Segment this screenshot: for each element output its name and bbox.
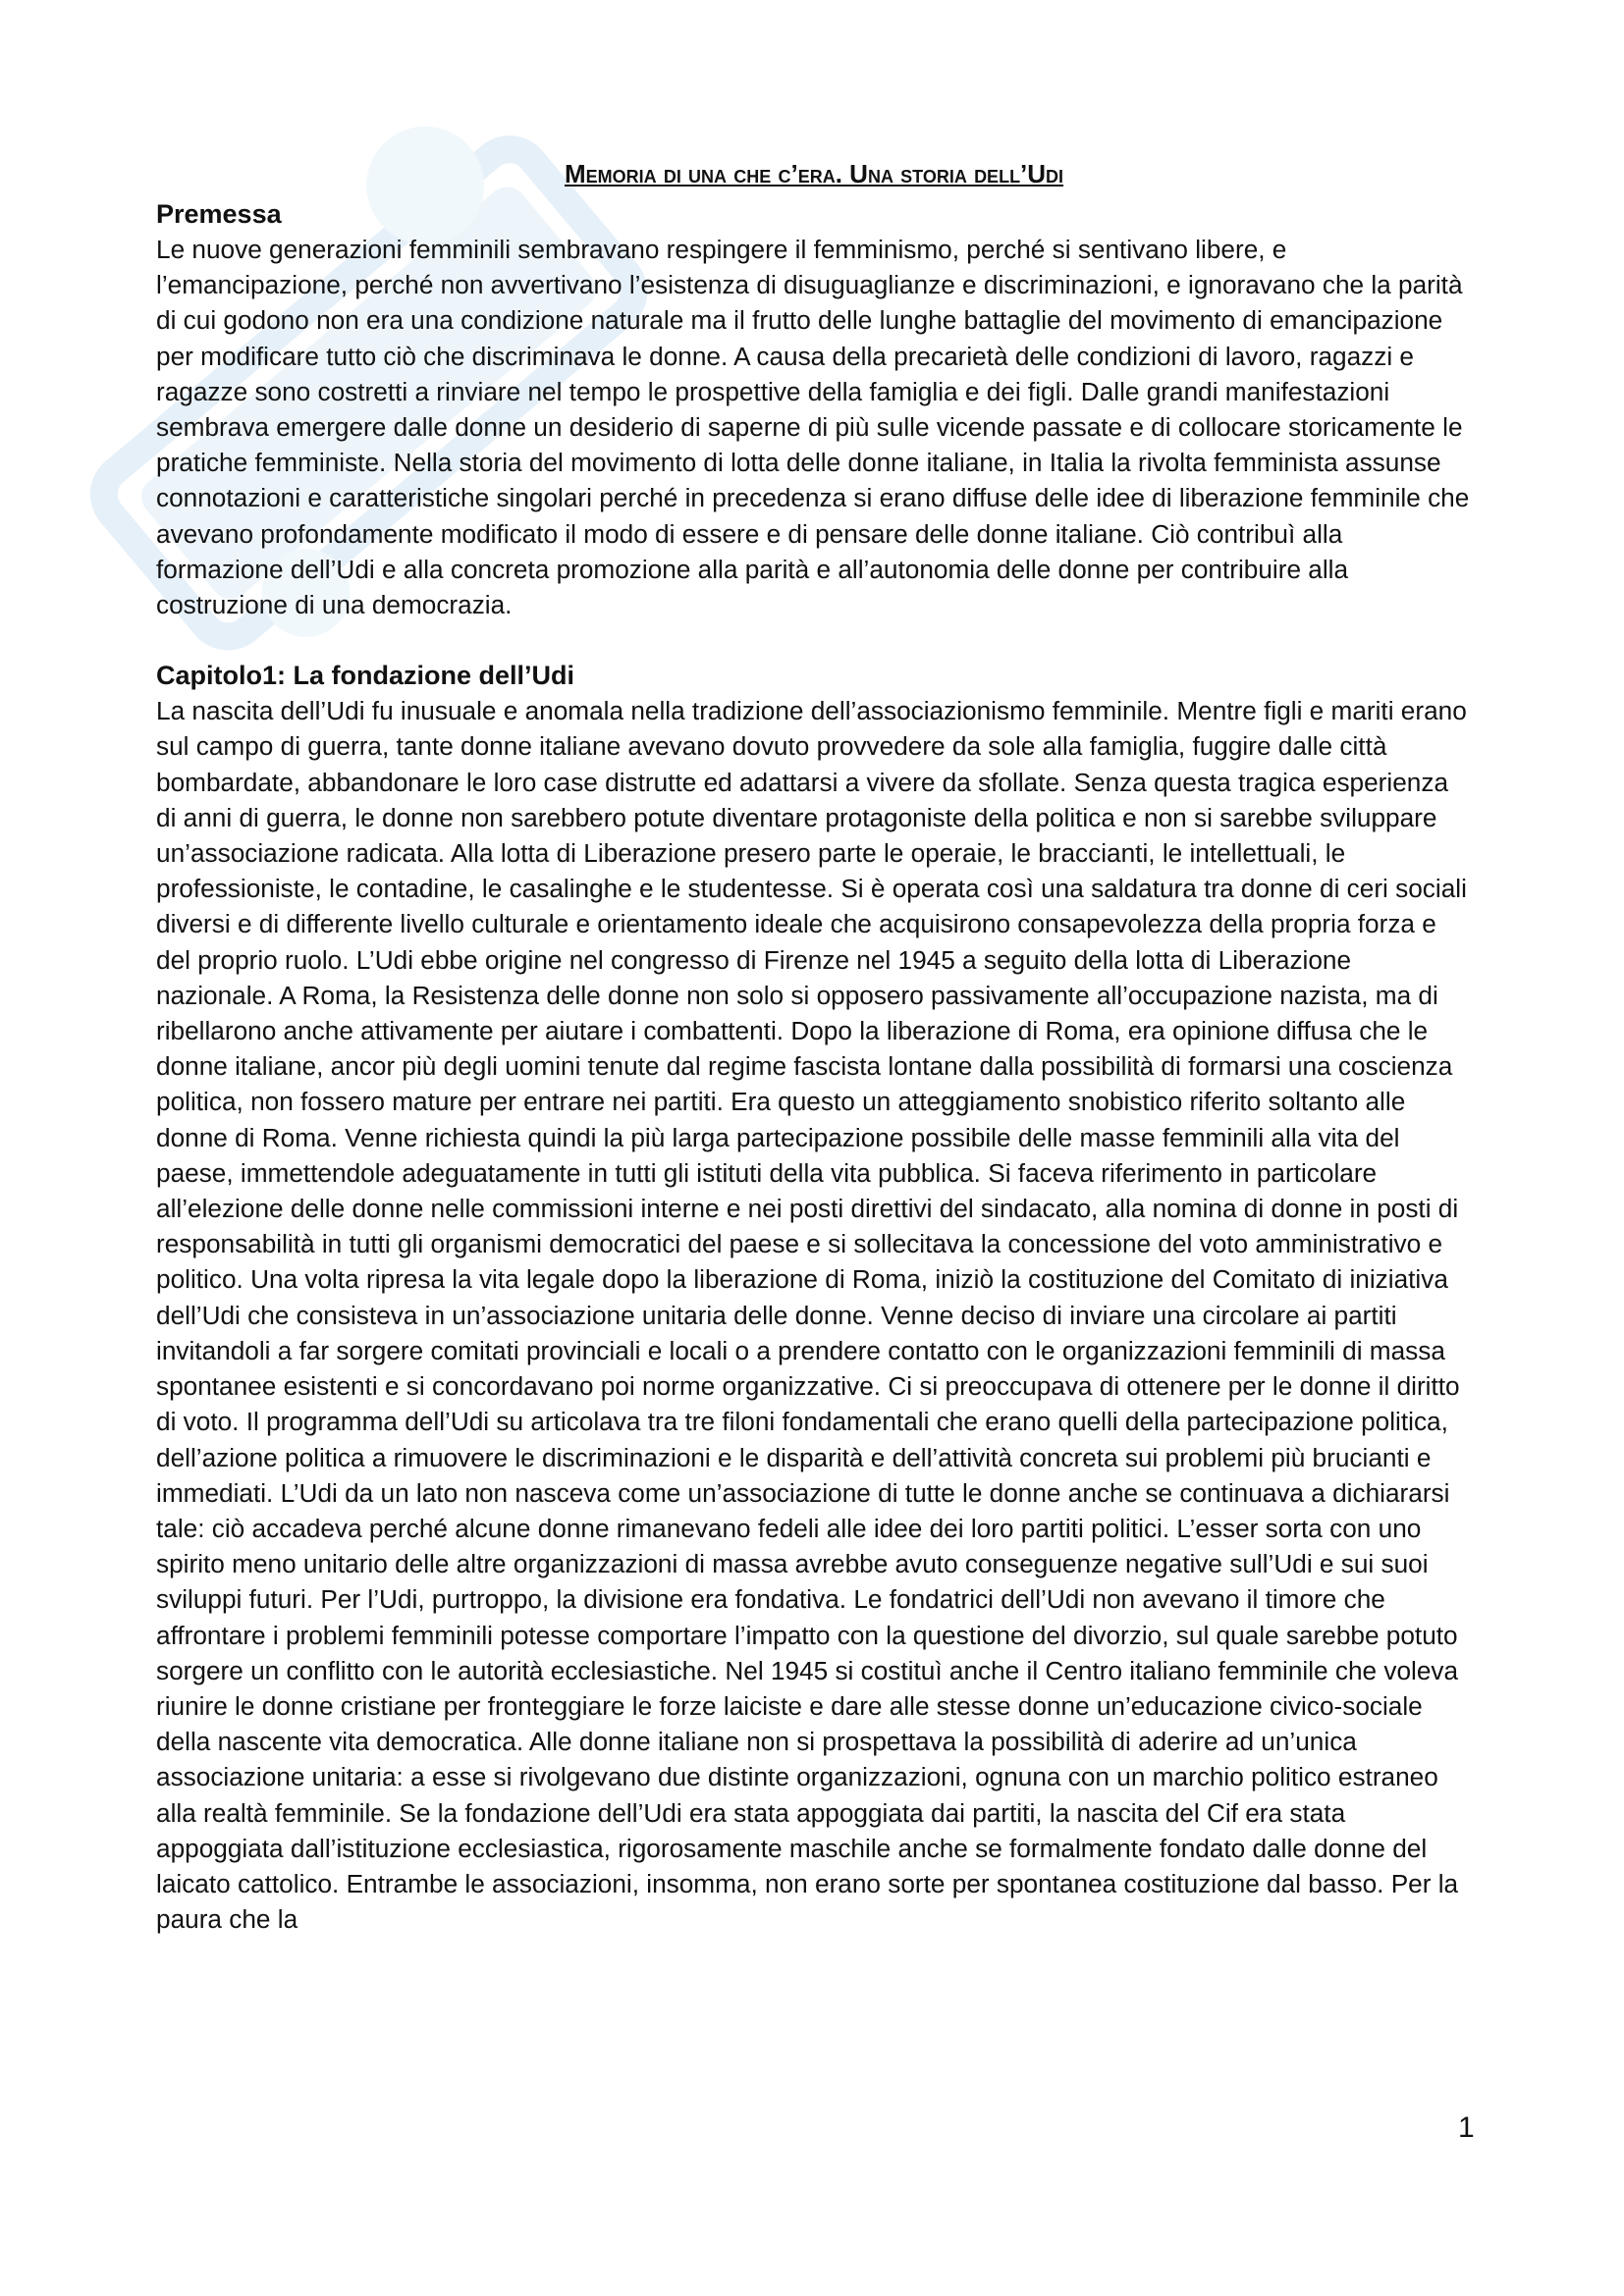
page-number: 1 xyxy=(1458,2111,1475,2144)
section-heading: Premessa xyxy=(156,199,282,229)
document-page xyxy=(156,157,1472,1937)
section-capitolo-1 xyxy=(156,658,1472,1937)
section-paragraph: La nascita dell’Udi fu inusuale e anomala nella tradizione dell’associazionismo femminile. Mentre figli e mariti erano sul campo di guerra, tante donne italiane avevano dovuto provvedere da sole alla famiglia, fuggire dalle città bombardate, abbandonare le loro case distrutte ed adattarsi a vivere da sfollate. Senza questa tragica esperienza di anni di guerra, le donne non sarebbero potute diventare protagoniste della politica e non si sarebbe sviluppare un’associazione radicata. Alla lotta di Liberazione presero parte le operaie, le braccianti, le intellettuali, le professioniste, le contadine, le casalinghe e le studentesse. Si è operata così una saldatura tra donne di ceri sociali diversi e di differente livello culturale e orientamento ideale che acquisirono consapevolezza della propria forza e del proprio ruolo. L’Udi ebbe origine nel congresso di Firenze nel 1945 a seguito della lotta di Liberazione nazionale. A Roma, la Resistenza delle donne non solo si opposero passivamente all’occupazione nazista, ma di ribellarono anche attivamente per aiutare i combattenti. Dopo la liberazione di Roma, era opinione diffusa che le donne italiane, ancor più degli uomini tenute dal regime fascista lontane dalla possibilità di formarsi una coscienza politica, non fossero mature per entrare nei partiti. Era questo un atteggiamento snobistico riferito soltanto alle donne di Roma. Venne richiesta quindi la più larga partecipazione possibile delle masse femminili alla vita del paese, immettendole adeguatamente in tutti gli istituti della vita pubblica. Si faceva riferimento in particolare all’elezione delle donne nelle commissioni interne e nei posti direttivi del sindacato, alla nomina di donne in posti di responsabilità in tutti gli organismi democratici del paese e si sollecitava la concessione del voto amministrativo e politico. Una volta ripresa la vita legale dopo la liberazione di Roma, iniziò la costituzione del Comitato di iniziativa dell’Udi che consisteva in un’associazione unitaria delle donne. Venne deciso di inviare una circolare ai partiti invitandoli a far sorgere comitati provinciali e locali o a prendere contatto con le organizzazioni femminili di massa spontanee esistenti e si concordavano poi norme organizzative. Ci si preoccupava di ottenere per le donne il diritto di voto. Il programma dell’Udi su articolava tra tre filoni fondamentali che erano quelli della partecipazione politica, dell’azione politica a rimuovere le discriminazioni e le disparità e dell’attività concreta sui problemi più brucianti e immediati. L’Udi da un lato non nasceva come un’associazione di tutte le donne anche se continuava a dichiararsi tale: ciò accadeva perché alcune donne rimanevano fedeli alle idee dei loro partiti politici. L’esser sorta con uno spirito meno unitario delle altre organizzazioni di massa avrebbe avuto conseguenze negative sull’Udi e sui suoi sviluppi futuri. Per l’Udi, purtroppo, la divisione era fondativa. Le fondatrici dell’Udi non avevano il timore che affrontare i problemi femminili potesse comportare l’impatto con la questione del divorzio, sul quale sarebbe potuto sorgere un conflitto con le autorità ecclesiastiche. Nel 1945 si costituì anche il Centro italiano femminile che voleva riunire le donne cristiane per fronteggiare le forze laiciste e dare alle stesse donne un’educazione civico-sociale della nascente vita democratica. Alle donne italiane non si prospettava la possibilità di aderire ad un’unica associazione unitaria: a esse si rivolgevano due distinte organizzazioni, ognuna con un marchio politico estraneo alla realtà femminile. Se la fondazione dell’Udi era stata appoggiata dai partiti, la nascita del Cif era stata appoggiata dall’istituzione ecclesiastica, rigorosamente maschile anche se formalmente fondato dalle donne del laicato cattolico. Entrambe le associazioni, insomma, non erano sorte per spontanea costituzione dal basso. Per la paura che la xyxy=(156,696,1467,1935)
document-title: Memoria di una che c’era. Una storia dell’Udi xyxy=(564,159,1064,188)
section-paragraph: Le nuove generazioni femminili sembravano respingere il femminismo, perché si sentivano libere, e l’emancipazione, perché non avvertivano l’esistenza di disuguaglianze e discriminazioni, e ignoravano che la parità di cui godono non era una condizione naturale ma il frutto delle lunghe battaglie del movimento di emancipazione per modificare tutto ciò che discriminava le donne. A causa della precarietà delle condizioni di lavoro, ragazzi e ragazze sono costretti a rinviare nel tempo le prospettive della famiglia e dei figli. Dalle grandi manifestazioni sembrava emergere dalle donne un desiderio di saperne di più sulle vicende passate e di collocare storicamente le pratiche femministe. Nella storia del movimento di lotta delle donne italiane, in Italia la rivolta femminista assunse connotazioni e caratteristiche singolari perché in precedenza si erano diffuse delle idee di liberazione femminile che avevano profondamente modificato il modo di essere e di pensare delle donne italiane. Ciò contribuì alla formazione dell’Udi e alla concreta promozione alla parità e all’autonomia delle donne per contribuire alla costruzione di una democrazia. xyxy=(156,235,1470,620)
paragraph-gap xyxy=(156,622,1472,658)
section-premessa xyxy=(156,196,1472,622)
section-heading: Capitolo1: La fondazione dell’Udi xyxy=(156,661,575,691)
